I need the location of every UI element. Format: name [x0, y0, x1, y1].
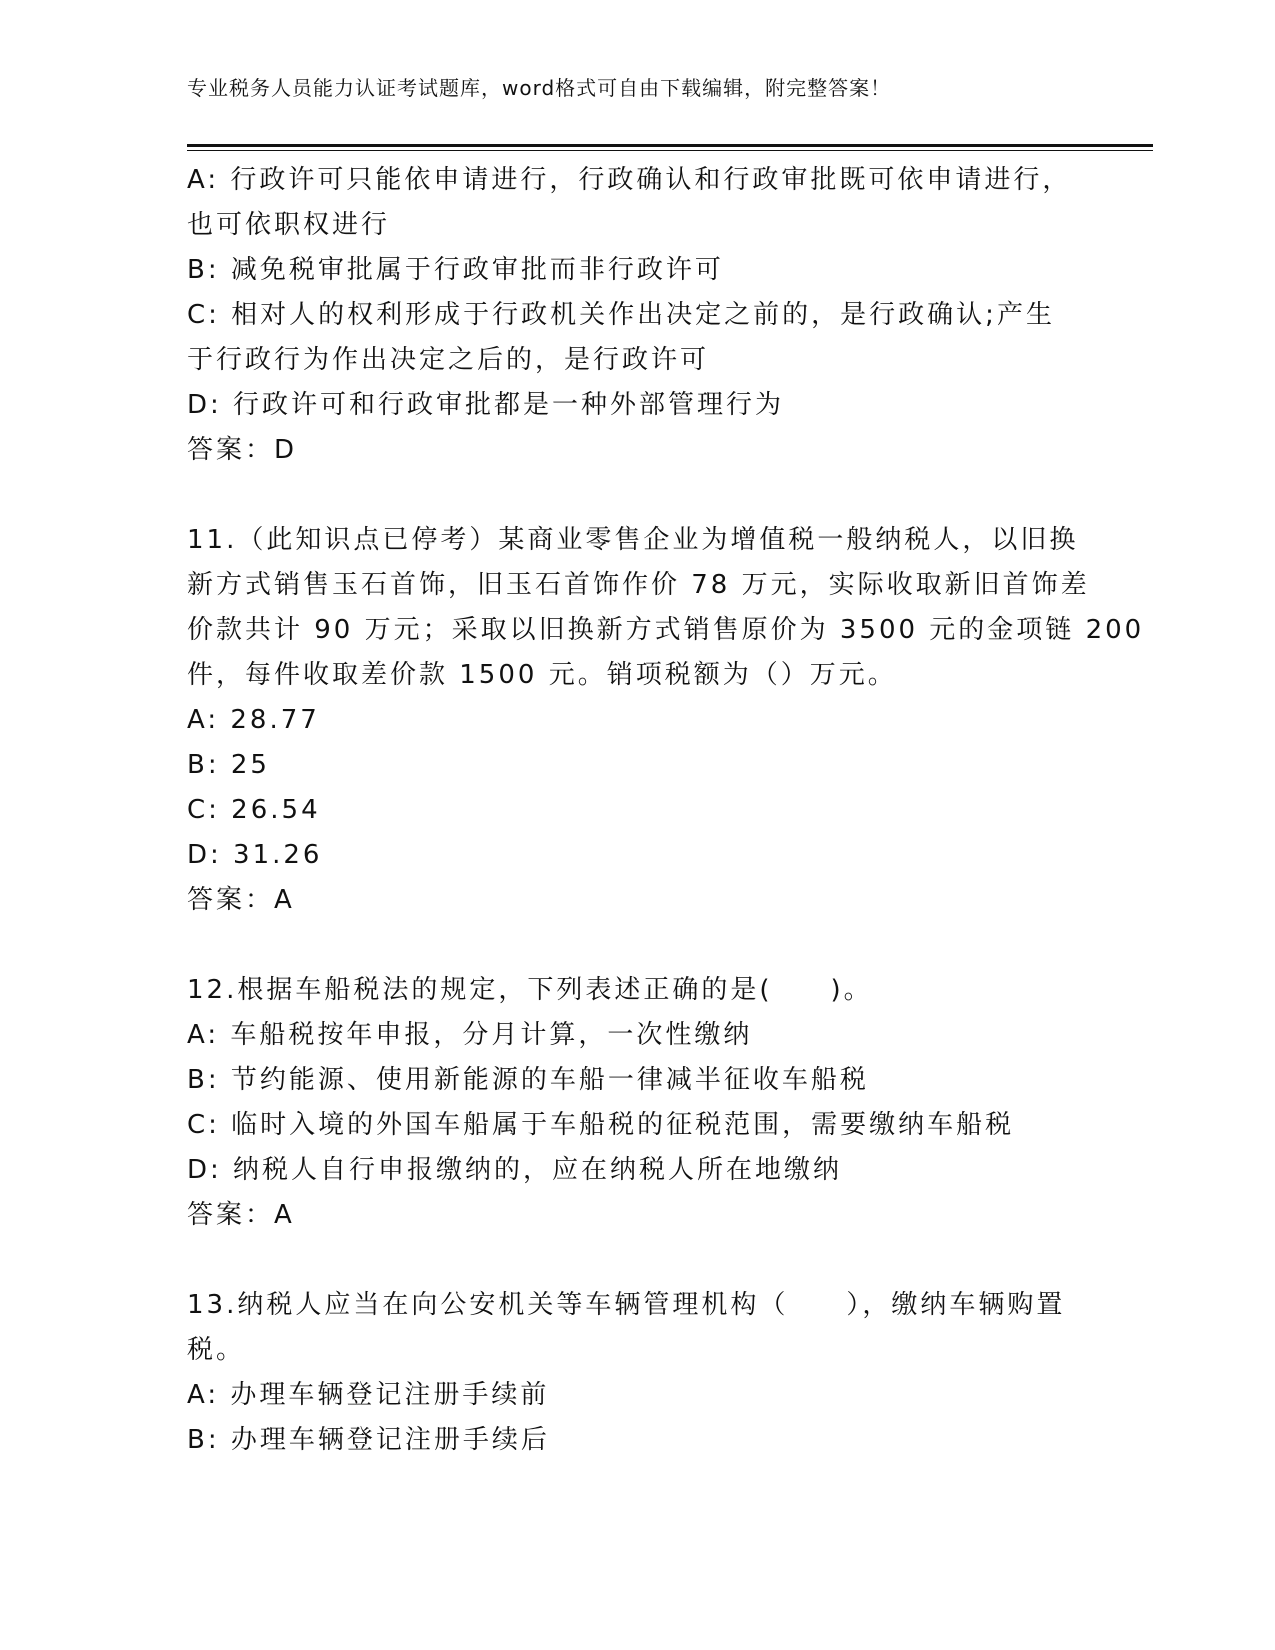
q12-stem: 12.根据车船税法的规定，下列表述正确的是( )。 [187, 975, 873, 1005]
q11-stem-line1: 11.（此知识点已停考）某商业零售企业为增值税一般纳税人，以旧换 [187, 525, 1079, 555]
q11-option-a: A: 28.77 [187, 705, 320, 735]
q11-option-c: C: 26.54 [187, 795, 321, 825]
q13-option-a: A: 办理车辆登记注册手续前 [187, 1380, 550, 1410]
q13-stem-line1: 13.纳税人应当在向公安机关等车辆管理机构（ ），缴纳车辆购置 [187, 1290, 1066, 1320]
q10-option-c-line2: 于行政行为作出决定之后的，是行政许可 [187, 345, 710, 375]
question-13 [187, 1283, 1087, 1463]
q10-answer: 答案：D [187, 435, 298, 465]
q10-option-c-line1: C: 相对人的权利形成于行政机关作出决定之前的，是行政确认;产生 [187, 300, 1055, 330]
q11-stem-line4: 件，每件收取差价款 1500 元。销项税额为（）万元。 [187, 660, 897, 690]
spacer [187, 473, 1087, 518]
question-11 [187, 518, 1145, 923]
question-12 [187, 968, 1087, 1238]
q12-option-b: B: 节约能源、使用新能源的车船一律减半征收车船税 [187, 1065, 869, 1095]
header-rule-thin [187, 150, 1153, 151]
q11-answer: 答案：A [187, 885, 295, 915]
q11-option-d: D: 31.26 [187, 840, 323, 870]
q11-stem-line2: 新方式销售玉石首饰，旧玉石首饰作价 78 万元，实际收取新旧首饰差 [187, 570, 1090, 600]
spacer [187, 1238, 1087, 1283]
q13-option-b: B: 办理车辆登记注册手续后 [187, 1425, 550, 1455]
question-10 [187, 158, 1087, 473]
q11-stem-line3: 价款共计 90 万元；采取以旧换新方式销售原价为 3500 元的金项链 200 [187, 615, 1145, 645]
q13-stem-line2: 税。 [187, 1335, 246, 1365]
q12-option-d: D: 纳税人自行申报缴纳的，应在纳税人所在地缴纳 [187, 1155, 843, 1185]
q12-answer: 答案：A [187, 1200, 295, 1230]
q11-option-b: B: 25 [187, 750, 270, 780]
q10-option-a-line1: A: 行政许可只能依申请进行，行政确认和行政审批既可依申请进行， [187, 165, 1072, 195]
q10-option-b: B: 减免税审批属于行政审批而非行政许可 [187, 255, 724, 285]
header-rule-thick [187, 144, 1153, 147]
spacer [187, 923, 1087, 968]
page-header: 专业税务人员能力认证考试题库，word格式可自由下载编辑，附完整答案！ [187, 76, 892, 100]
q10-option-d: D: 行政许可和行政审批都是一种外部管理行为 [187, 390, 785, 420]
q12-option-c: C: 临时入境的外国车船属于车船税的征税范围，需要缴纳车船税 [187, 1110, 1015, 1140]
q10-option-a-line2: 也可依职权进行 [187, 210, 391, 240]
q12-option-a: A: 车船税按年申报，分月计算，一次性缴纳 [187, 1020, 753, 1050]
question-content [187, 158, 1145, 1463]
